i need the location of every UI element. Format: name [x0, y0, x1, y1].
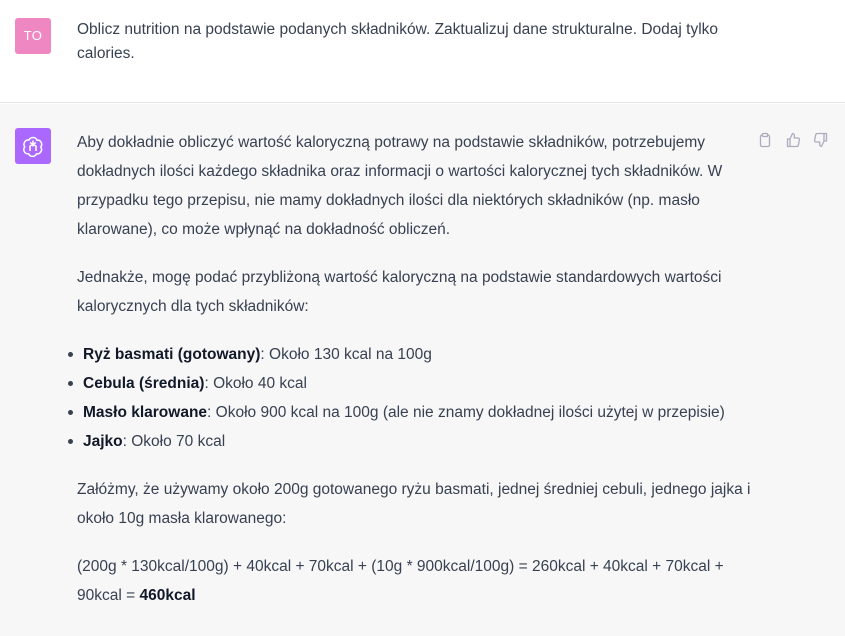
openai-logo-icon — [21, 134, 45, 158]
assistant-message — [0, 104, 845, 636]
list-item-detail: : Około 40 kcal — [204, 375, 307, 392]
list-item-name: Masło klarowane — [83, 404, 208, 421]
paragraph-intro: Aby dokładnie obliczyć wartość kaloryczną potrawy na podstawie składników, potrzebujemy dokładnych ilości każdego składnika oraz informacji o wartości kalorycznej tych składników. W przypadku tego przepisu, nie mamy dokładnych ilości dla niektórych składników (np. masło klarowane), co może wpłynąć na dokładność obliczeń. — [77, 134, 723, 238]
list-item-name: Cebula (średnia) — [83, 375, 205, 392]
paragraph-assumption: Załóżmy, że używamy około 200g gotowanego ryżu basmati, jednej średniej cebuli, jednego jajka i około 10g masła klarowanego: — [77, 481, 751, 527]
clipboard-icon — [757, 132, 773, 148]
paragraph-calculation — [77, 552, 757, 610]
assistant-avatar — [15, 128, 51, 164]
user-message-text: Oblicz nutrition na podstawie podanych składników. Zaktualizuj dane strukturalne. Dodaj tylko calories. — [77, 21, 719, 62]
list-item-name: Jajko — [83, 433, 123, 450]
message-actions — [756, 131, 836, 151]
calculation-text: (200g * 130kcal/100g) + 40kcal + 70kcal + (10g * 900kcal/100g) = 260kcal + 40kcal + 70kcal + 90kcal = — [77, 558, 724, 604]
list-item — [77, 369, 757, 398]
list-item-detail: : Około 900 kcal na 100g (ale nie znamy dokładnej ilości użytej w przepisie) — [207, 404, 725, 421]
list-item — [77, 427, 757, 456]
list-item-name: Ryż basmati (gotowany) — [83, 346, 261, 363]
list-item-detail: : Około 130 kcal na 100g — [260, 346, 432, 363]
thumbs-up-icon — [785, 132, 801, 148]
like-button[interactable] — [784, 131, 802, 149]
user-avatar: TO — [15, 18, 51, 54]
dislike-button[interactable] — [812, 131, 830, 149]
paragraph-approx: Jednakże, mogę podać przybliżoną wartość kaloryczną na podstawie standardowych wartości kalorycznych dla tych składników: — [77, 269, 722, 315]
list-item-detail: : Około 70 kcal — [122, 433, 226, 450]
ingredients-list — [77, 340, 757, 456]
list-item — [77, 398, 757, 427]
user-message — [0, 0, 845, 103]
calculation-total: 460kcal — [139, 587, 196, 604]
list-item — [77, 340, 757, 369]
copy-button[interactable] — [756, 131, 774, 149]
assistant-message-content — [77, 128, 757, 629]
thumbs-down-icon — [813, 132, 829, 148]
